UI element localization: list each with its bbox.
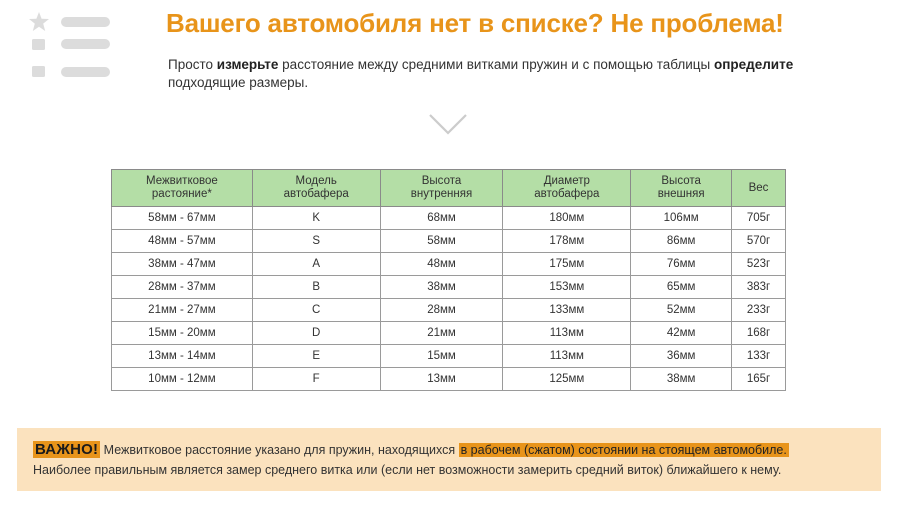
header-inner-height: Высота внутренняя <box>380 170 503 207</box>
cell-diameter: 133мм <box>503 299 631 322</box>
cell-weight: 165г <box>732 368 786 391</box>
cell-coil-gap: 28мм - 37мм <box>112 276 253 299</box>
list-bullet-3 <box>32 66 45 77</box>
cell-model: S <box>252 230 380 253</box>
cell-outer-height: 42мм <box>631 322 732 345</box>
table-row <box>112 368 786 391</box>
table-row <box>112 322 786 345</box>
important-badge: ВАЖНО! <box>35 441 99 458</box>
cell-outer-height: 106мм <box>631 207 732 230</box>
header-coil-gap: Межвитковое растояние* <box>112 170 253 207</box>
cell-weight: 383г <box>732 276 786 299</box>
cell-weight: 133г <box>732 345 786 368</box>
table-row <box>112 207 786 230</box>
intro-bold-measure: измерьте <box>216 57 279 72</box>
size-table <box>111 169 786 391</box>
intro-text: Просто измерьте расстояние между средними витками пружин и с помощью таблицы определите подходящие размеры. <box>168 57 794 90</box>
important-note <box>17 428 881 491</box>
cell-coil-gap: 15мм - 20мм <box>112 322 253 345</box>
cell-outer-height: 76мм <box>631 253 732 276</box>
cell-diameter: 153мм <box>503 276 631 299</box>
cell-model: A <box>252 253 380 276</box>
star-shape <box>29 12 49 31</box>
table-row <box>112 230 786 253</box>
header-outer-height: Высота внешняя <box>631 170 732 207</box>
cell-outer-height: 86мм <box>631 230 732 253</box>
cell-weight: 705г <box>732 207 786 230</box>
cell-inner-height: 48мм <box>380 253 503 276</box>
header-weight: Вес <box>732 170 786 207</box>
page-title: Вашего автомобиля нет в списке? Не проблема! <box>166 8 784 38</box>
table-row <box>112 345 786 368</box>
cell-coil-gap: 10мм - 12мм <box>112 368 253 391</box>
cell-weight: 570г <box>732 230 786 253</box>
cell-weight: 523г <box>732 253 786 276</box>
cell-diameter: 113мм <box>503 345 631 368</box>
cell-diameter: 125мм <box>503 368 631 391</box>
cell-inner-height: 38мм <box>380 276 503 299</box>
cell-weight: 168г <box>732 322 786 345</box>
cell-diameter: 113мм <box>503 322 631 345</box>
note-text-1: Межвитковое расстояние указано для пружин, находящихся <box>100 443 459 457</box>
cell-coil-gap: 58мм - 67мм <box>112 207 253 230</box>
cell-outer-height: 38мм <box>631 368 732 391</box>
table-header-row <box>112 170 786 207</box>
cell-model: D <box>252 322 380 345</box>
note-text-2: Наиболее правильным является замер среднего витка или (если нет возможности замерить средний виток) ближайшего к нему. <box>33 463 782 477</box>
cell-model: E <box>252 345 380 368</box>
cell-inner-height: 68мм <box>380 207 503 230</box>
cell-outer-height: 52мм <box>631 299 732 322</box>
cell-inner-height: 58мм <box>380 230 503 253</box>
cell-inner-height: 13мм <box>380 368 503 391</box>
cell-model: F <box>252 368 380 391</box>
cell-coil-gap: 13мм - 14мм <box>112 345 253 368</box>
cell-inner-height: 28мм <box>380 299 503 322</box>
note-highlight: в рабочем (сжатом) состоянии на стоящем автомобиле. <box>460 443 787 457</box>
table-row <box>112 299 786 322</box>
chevron-down-icon <box>428 112 468 138</box>
cell-diameter: 180мм <box>503 207 631 230</box>
cell-diameter: 175мм <box>503 253 631 276</box>
header-diameter: Диаметр автобафера <box>503 170 631 207</box>
cell-model: B <box>252 276 380 299</box>
table-row <box>112 276 786 299</box>
table-row <box>112 253 786 276</box>
cell-diameter: 178мм <box>503 230 631 253</box>
starred-list-icon <box>28 12 112 84</box>
cell-weight: 233г <box>732 299 786 322</box>
list-bullet-2 <box>32 39 45 50</box>
list-line-3 <box>61 67 110 77</box>
cell-coil-gap: 38мм - 47мм <box>112 253 253 276</box>
cell-outer-height: 65мм <box>631 276 732 299</box>
list-line-2 <box>61 39 110 49</box>
list-line-1 <box>61 17 110 27</box>
header-model: Модель автобафера <box>252 170 380 207</box>
cell-inner-height: 21мм <box>380 322 503 345</box>
cell-model: C <box>252 299 380 322</box>
cell-model: K <box>252 207 380 230</box>
cell-outer-height: 36мм <box>631 345 732 368</box>
cell-coil-gap: 48мм - 57мм <box>112 230 253 253</box>
cell-coil-gap: 21мм - 27мм <box>112 299 253 322</box>
cell-inner-height: 15мм <box>380 345 503 368</box>
intro-bold-determine: определите <box>713 57 794 72</box>
